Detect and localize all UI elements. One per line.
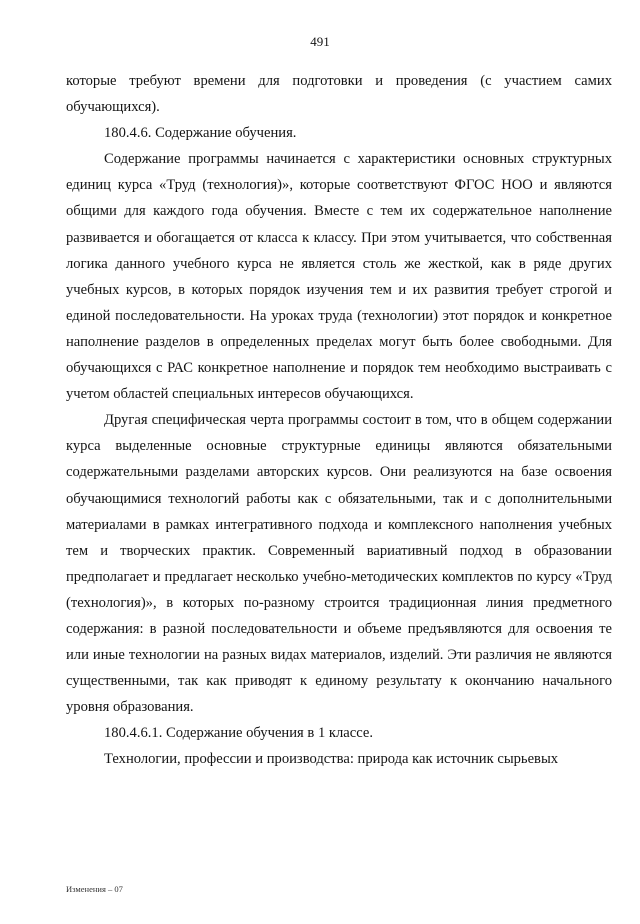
footer-note: Изменения – 07 [66,884,123,894]
paragraph: Другая специфическая черта программы состоит в том, что в общем содержании курса выделенные основные структурные единицы являются обязательными содержательными разделами авторских курсов. Они реализуются на базе освоения обучающимися технологий работы как с обязательными, так и с дополнительными материалами в рамках интегративного подхода и комплексного наполнения учебных тем и творческих практик. Современный вариативный подход в образовании предполагает и предлагает несколько учебно-методических комплектов по курсу «Труд (технология)», в которых по-разному строится традиционная линия предметного содержания: в разной последовательности и объеме предъявляются для освоения те или иные технологии на разных видах материалов, изделий. Эти различия не являются существенными, так как приводят к единому результату к окончанию начального уровня образования. [66,412,612,716]
paragraph: которые требуют времени для подготовки и проведения (с участием самих обучающихся). [66,73,612,116]
section-heading: 180.4.6. Содержание обучения. [104,125,297,142]
subsection-heading: 180.4.6.1. Содержание обучения в 1 классе. [104,725,373,742]
body-text [66,68,612,773]
page-number: 491 [310,34,330,49]
paragraph: Технологии, профессии и производства: природа как источник сырьевых [104,751,559,768]
paragraph: Содержание программы начинается с характеристики основных структурных единиц курса «Труд (технология)», которые соответствуют ФГОС НОО и являются общими для каждого года обучения. Вместе с тем их содержательное наполнение развивается и обогащается от класса к классу. При этом учитывается, что собственная логика данного учебного курса не является столь же жесткой, как в ряде других учебных курсов, в которых порядок изучения тем и их развития требует строгой и единой последовательности. На уроках труда (технологии) этот порядок и конкретное наполнение разделов в определенных пределах могут быть более свободными. Для обучающихся с РАС конкретное наполнение и порядок тем необходимо выстраивать с учетом областей специальных интересов обучающихся. [66,151,612,403]
